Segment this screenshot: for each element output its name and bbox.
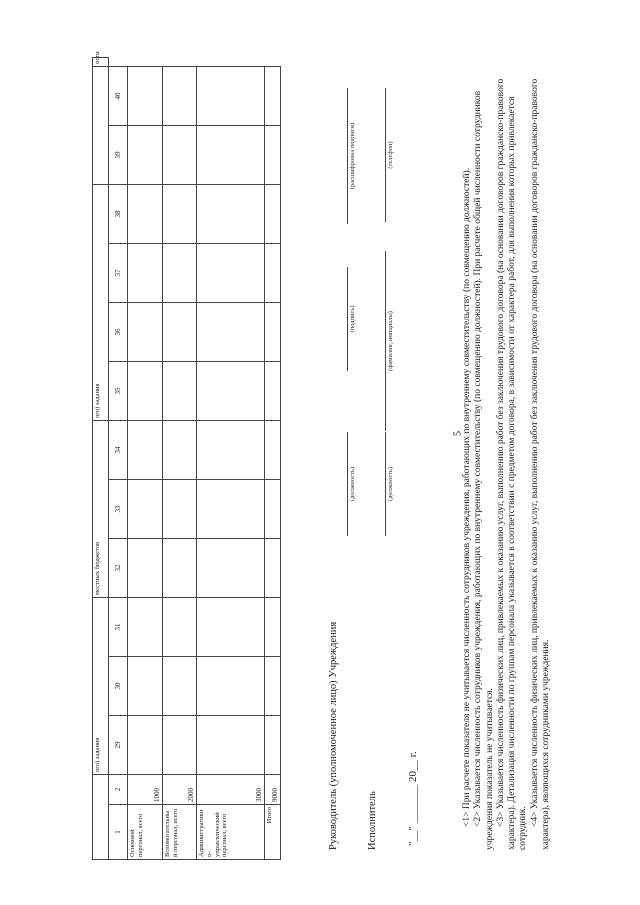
signature-line (385, 432, 386, 536)
column-number: 36 (109, 302, 128, 361)
executor-label: Исполнитель (367, 791, 378, 850)
row-label: Вспомогательны й персонал, всего (163, 805, 197, 860)
column-number: 40 (109, 66, 128, 125)
footnotes (462, 75, 552, 850)
date-line: "__" _______ 20__ г. (407, 751, 419, 846)
row-code: 9000 (265, 775, 281, 805)
column-number: 29 (109, 716, 128, 775)
row-code: 1000 (128, 775, 163, 805)
column-number-row (109, 58, 128, 860)
footnote-1: <1> При расчете показателя не учитывается численность сотрудников учреждения, работающих по внутреннему совместительству (по совмещению должностей). (462, 167, 472, 827)
rotated-page-content (92, 35, 597, 860)
signature-line (385, 251, 386, 431)
column-number: 33 (109, 479, 128, 538)
signature-line (347, 267, 348, 371)
page-number: 5 (452, 431, 464, 436)
column-number: 30 (109, 657, 128, 716)
group-header (93, 775, 109, 860)
group-header: ого) задания (93, 597, 109, 774)
table-row (128, 58, 163, 860)
group-header: ого) задания (93, 184, 109, 420)
group-header-row (93, 58, 109, 860)
column-number: 2 (109, 775, 128, 805)
signature-caption: (фамилия, инициалы) (387, 311, 394, 371)
group-header: местных бюджетов (93, 420, 109, 597)
signature-line (385, 88, 386, 222)
column-number: 37 (109, 243, 128, 302)
signature-caption: (подпись) (349, 305, 356, 333)
column-number: 39 (109, 125, 128, 184)
row-code: 3000 (197, 775, 265, 805)
signature-caption: (расшифровка подписи) (349, 122, 356, 190)
row-label: Основной персонал, всего (128, 805, 163, 860)
table-row (197, 58, 265, 860)
column-number: 35 (109, 361, 128, 420)
row-code: 2000 (163, 775, 197, 805)
footnote-4: <4> Указывается численность физических лиц, привлекаемых к оказанию услуг, выполнению работ без заключения трудового договора (на основании договоров гражданско-правового характера), являющихся сотрудниками учреждения. (529, 78, 552, 850)
row-label: Итого (265, 805, 281, 860)
signature-caption: (должность) (349, 466, 356, 502)
table-row (163, 58, 197, 860)
signature-caption: (телефон) (387, 141, 394, 169)
staff-table (92, 51, 281, 860)
column-number: 32 (109, 538, 128, 597)
column-number: 31 (109, 597, 128, 656)
column-number: 38 (109, 184, 128, 243)
footnote-2: <2> Указывается численность сотрудников учреждения, работающих по внутреннему совместительству (по совмещению должностей). При расчете общей численности сотрудников учреждения показатель не учитывается. (473, 90, 495, 850)
column-number: 1 (109, 805, 128, 860)
signature-caption: (должность) (387, 466, 394, 502)
row-label: Административн о-управленческий персонал, всего (197, 805, 265, 860)
head-signature-label: Руководитель (уполномоченное лицо) Учреждения (328, 621, 339, 850)
table-row-total (265, 58, 281, 860)
group-header: ости (93, 58, 109, 67)
column-number: 34 (109, 420, 128, 479)
group-header (93, 66, 109, 184)
signature-line (347, 88, 348, 224)
signature-line (347, 432, 348, 536)
footnote-3: <3> Указывается численность физических лиц, привлекаемых к оказанию услуг, выполнению работ без заключения трудового договора (на основании договоров гражданско-правового характера). Детализация численности по группам персонала указывается в соответствии с предметом договора, в зависимости от характера работ, для выполнения которых привлекается сотрудник. (495, 78, 529, 850)
